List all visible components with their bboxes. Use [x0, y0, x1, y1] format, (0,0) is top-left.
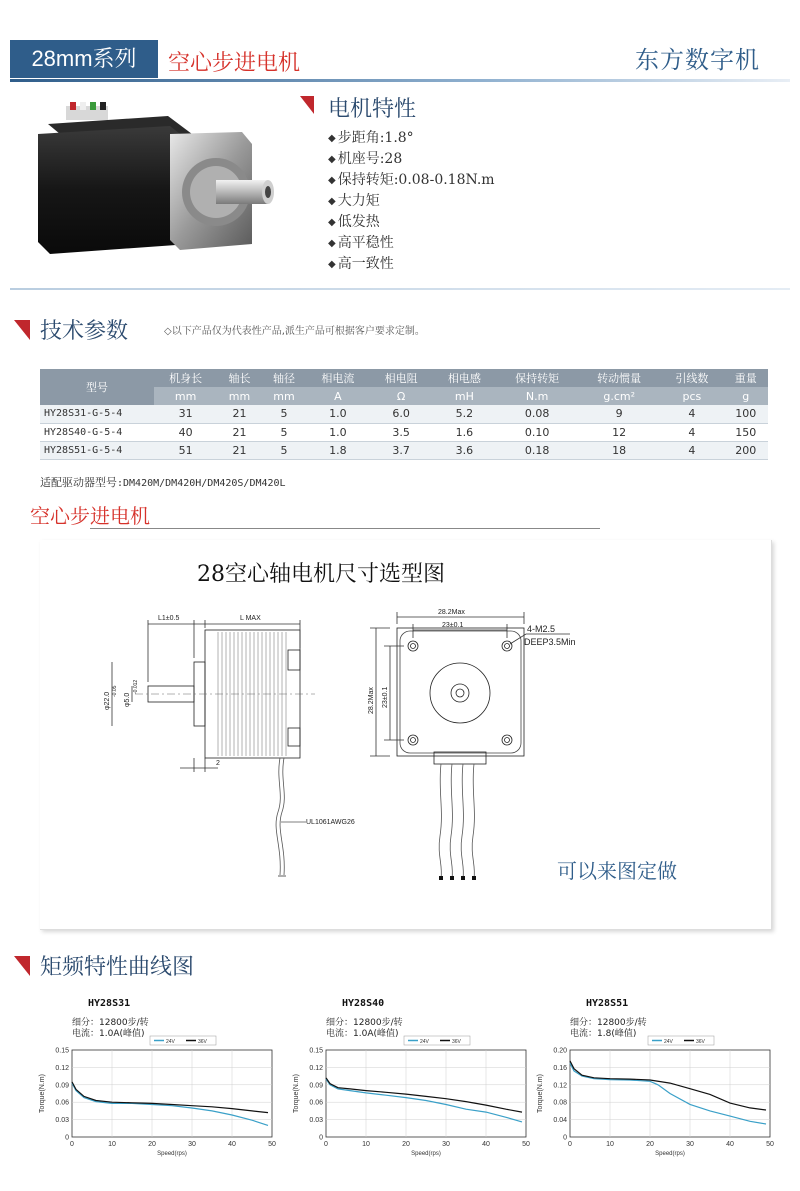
table-cell: 1.0: [306, 423, 369, 441]
table-cell: 4: [660, 405, 723, 423]
model-header: 型号: [40, 369, 154, 405]
hollow-label: 空心步进电机: [30, 504, 150, 528]
x-axis-label: Speed(rps): [411, 1151, 441, 1157]
dim-screw: 4-M2.5: [527, 624, 556, 634]
table-cell: 3.7: [369, 441, 432, 459]
curve-current: 电流：1.0A(峰值): [72, 1029, 145, 1039]
curve-subdivision: 细分：12800步/转: [570, 1018, 647, 1028]
y-tick-label: 0.12: [309, 1064, 323, 1072]
front-view: [368, 609, 576, 880]
header-rule: [10, 79, 790, 82]
column-unit: pcs: [660, 387, 723, 405]
x-tick-label: 30: [442, 1141, 450, 1148]
table-cell: 1.0: [306, 405, 369, 423]
series-line-24v: [570, 1063, 766, 1124]
x-tick-label: 30: [686, 1141, 694, 1148]
table-cell: 1.8: [306, 441, 369, 459]
x-tick-label: 40: [726, 1141, 734, 1148]
table-cell: 100: [724, 405, 769, 423]
features-title: 电机特性: [328, 97, 417, 122]
dim-depth: DEEP3.5Min: [524, 637, 576, 647]
column-header: 重量: [724, 369, 769, 387]
model-cell: HY28S31-G-5-4: [40, 405, 154, 423]
table-cell: 5: [262, 423, 306, 441]
dim-hole-pitch: 23±0.1: [442, 622, 464, 629]
table-cell: 5: [262, 441, 306, 459]
tech-title: 技术参数: [40, 319, 129, 344]
y-tick-label: 0.12: [55, 1064, 69, 1072]
series-tab: 28mm系列: [10, 40, 158, 78]
curve-subdivision: 细分：12800步/转: [72, 1018, 149, 1028]
y-tick-label: 0.15: [309, 1047, 323, 1055]
y-tick-label: 0.03: [309, 1117, 323, 1125]
x-tick-label: 0: [324, 1141, 328, 1148]
column-unit: mm: [217, 387, 261, 405]
series-line-36v: [570, 1061, 766, 1110]
table-cell: 6.0: [369, 405, 432, 423]
curve-current: 电流：1.8(峰值): [570, 1029, 637, 1039]
table-cell: 40: [154, 423, 217, 441]
dim-height-max: 28.2Max: [368, 687, 375, 714]
column-unit: N.m: [496, 387, 578, 405]
model-cell: HY28S40-G-5-4: [40, 423, 154, 441]
dim-two: 2: [216, 760, 220, 767]
series-line-36v: [326, 1078, 522, 1112]
model-cell: HY28S51-G-5-4: [40, 441, 154, 459]
hollow-rule: [90, 528, 600, 529]
feature-item: ◆ 高平稳性: [328, 233, 600, 254]
driver-models: :DM420M/DM420H/DM420S/DM420L: [117, 478, 286, 489]
x-axis-label: Speed(rps): [655, 1151, 685, 1157]
dim-wire: UL1061AWG26: [306, 819, 355, 826]
table-cell: 4: [660, 423, 723, 441]
column-unit: g: [724, 387, 769, 405]
column-header: 转动惯量: [578, 369, 660, 387]
column-header: 保持转矩: [496, 369, 578, 387]
column-unit: mH: [433, 387, 496, 405]
table-cell: 21: [217, 441, 261, 459]
x-tick-label: 10: [108, 1141, 116, 1148]
x-tick-label: 0: [70, 1141, 74, 1148]
y-tick-label: 0.12: [553, 1082, 567, 1090]
y-axis-label: Torque(N.m): [293, 1074, 300, 1113]
x-tick-label: 20: [646, 1141, 654, 1148]
table-cell: 3.5: [369, 423, 432, 441]
page-header: [0, 0, 800, 82]
curve-model-name: HY28S51: [586, 998, 629, 1009]
table-cell: 150: [724, 423, 769, 441]
legend-label: 36V: [452, 1039, 461, 1045]
column-header: 轴径: [262, 369, 306, 387]
y-tick-label: 0.06: [55, 1099, 69, 1107]
x-tick-label: 50: [522, 1141, 530, 1148]
x-tick-label: 10: [362, 1141, 370, 1148]
legend-label: 24V: [166, 1039, 175, 1045]
table-cell: 200: [724, 441, 769, 459]
column-unit: mm: [154, 387, 217, 405]
driver-line: [40, 474, 286, 490]
triangle-icon: [14, 320, 30, 340]
legend-label: 36V: [696, 1039, 705, 1045]
y-tick-label: 0.09: [309, 1082, 323, 1090]
feature-item: ◆ 保持转矩:0.08-0.18N.m: [328, 170, 600, 191]
column-unit: Ω: [369, 387, 432, 405]
plot-frame: [326, 1050, 526, 1137]
legend-label: 24V: [420, 1039, 429, 1045]
torque-chart: [284, 1010, 534, 1160]
table-cell: 4: [660, 441, 723, 459]
column-header: 轴长: [217, 369, 261, 387]
dim-d22: φ22.0: [104, 691, 111, 710]
torque-chart: [528, 1010, 778, 1160]
table-cell: 3.6: [433, 441, 496, 459]
column-unit: mm: [262, 387, 306, 405]
table-cell: 0.10: [496, 423, 578, 441]
driver-label: 适配驱动器型号: [40, 476, 117, 489]
y-tick-label: 0.06: [309, 1099, 323, 1107]
y-tick-label: 0: [563, 1134, 567, 1142]
y-tick-label: 0: [319, 1134, 323, 1142]
dim-l1: L1±0.5: [158, 615, 180, 622]
x-tick-label: 30: [188, 1141, 196, 1148]
spec-table: [40, 369, 768, 460]
dim-d22-tol: -0.05: [112, 685, 118, 697]
x-tick-label: 10: [606, 1141, 614, 1148]
feature-item: ◆ 低发热: [328, 212, 600, 233]
table-cell: 31: [154, 405, 217, 423]
column-header: 相电阻: [369, 369, 432, 387]
triangle-icon: [14, 956, 30, 976]
y-axis-label: Torque(N.m): [39, 1074, 46, 1113]
column-header: 引线数: [660, 369, 723, 387]
y-tick-label: 0.09: [55, 1082, 69, 1090]
table-cell: 18: [578, 441, 660, 459]
dim-height-pitch: 23±0.1: [382, 686, 389, 708]
x-tick-label: 20: [402, 1141, 410, 1148]
dim-d5-tol: -0.012: [133, 679, 139, 694]
series-line-24v: [326, 1079, 522, 1122]
x-axis-label: Speed(rps): [157, 1151, 187, 1157]
table-cell: 0.08: [496, 405, 578, 423]
column-header: 相电感: [433, 369, 496, 387]
dim-d5: φ5.0: [124, 692, 131, 707]
features-list: [328, 128, 600, 275]
table-row: [40, 405, 768, 423]
table-row: [40, 423, 768, 441]
column-header: 相电流: [306, 369, 369, 387]
table-cell: 9: [578, 405, 660, 423]
header-title: 空心步进电机: [168, 51, 301, 76]
dimension-drawing: [40, 590, 760, 890]
y-tick-label: 0.03: [55, 1117, 69, 1125]
x-tick-label: 40: [482, 1141, 490, 1148]
feature-item: ◆ 大力矩: [328, 191, 600, 212]
torque-chart: [30, 1010, 280, 1160]
custom-order-text: 可以来图定做: [557, 859, 677, 883]
curve-model-name: HY28S40: [342, 998, 385, 1009]
motor-photo: [20, 94, 290, 264]
table-cell: 1.6: [433, 423, 496, 441]
curve-subdivision: 细分：12800步/转: [326, 1018, 403, 1028]
feature-item: ◆ 机座号:28: [328, 149, 600, 170]
y-tick-label: 0.15: [55, 1047, 69, 1055]
table-cell: 51: [154, 441, 217, 459]
table-row: [40, 441, 768, 459]
y-tick-label: 0.08: [553, 1099, 567, 1107]
y-tick-label: 0.04: [553, 1117, 567, 1125]
curve-current: 电流：1.0A(峰值): [326, 1029, 399, 1039]
dim-width-max: 28.2Max: [438, 609, 465, 616]
column-unit: A: [306, 387, 369, 405]
brand-name: 东方数字机: [635, 46, 760, 74]
curve-model-name: HY28S31: [88, 998, 131, 1009]
column-header: 机身长: [154, 369, 217, 387]
tech-note: ◇以下产品仅为代表性产品,派生产品可根据客户要求定制。: [164, 326, 425, 337]
table-cell: 12: [578, 423, 660, 441]
table-cell: 5: [262, 405, 306, 423]
table-cell: 0.18: [496, 441, 578, 459]
legend-label: 24V: [664, 1039, 673, 1045]
side-view: [104, 615, 355, 876]
x-tick-label: 50: [766, 1141, 774, 1148]
table-cell: 21: [217, 405, 261, 423]
x-tick-label: 20: [148, 1141, 156, 1148]
section-divider: [10, 288, 790, 290]
x-tick-label: 40: [228, 1141, 236, 1148]
triangle-icon: [300, 96, 314, 114]
curves-title: 矩频特性曲线图: [40, 955, 195, 980]
feature-item: ◆ 步距角:1.8°: [328, 128, 600, 149]
y-tick-label: 0.16: [553, 1064, 567, 1072]
plot-frame: [72, 1050, 272, 1137]
y-tick-label: 0.20: [553, 1047, 567, 1055]
x-tick-label: 50: [268, 1141, 276, 1148]
legend-label: 36V: [198, 1039, 207, 1045]
table-cell: 5.2: [433, 405, 496, 423]
y-tick-label: 0: [65, 1134, 69, 1142]
series-line-36v: [72, 1082, 268, 1113]
column-unit: g.cm²: [578, 387, 660, 405]
dimension-title: 28空心轴电机尺寸选型图: [197, 562, 445, 587]
table-cell: 21: [217, 423, 261, 441]
features-panel: [300, 92, 600, 282]
y-axis-label: Torque(N.m): [537, 1074, 544, 1113]
dim-lmax: L MAX: [240, 615, 261, 622]
x-tick-label: 0: [568, 1141, 572, 1148]
feature-item: ◆ 高一致性: [328, 254, 600, 275]
